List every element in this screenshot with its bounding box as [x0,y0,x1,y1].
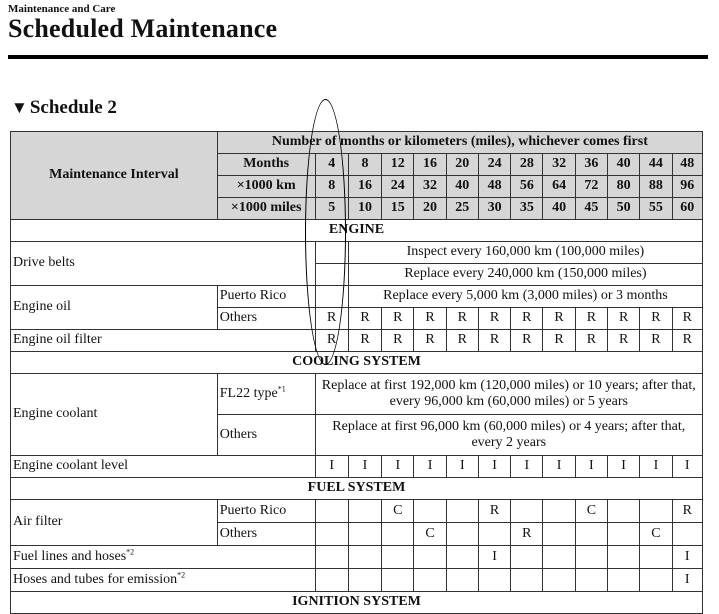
mark-cell: R [348,330,381,352]
mark-cell: I [672,546,702,569]
mark-cell [414,500,446,523]
engine-oil-sub-others: Others [217,308,315,330]
miles-cell: 35 [511,198,543,220]
engine-coolant-level-row [11,456,703,478]
hoses-emission-label [11,569,316,592]
mark-cell [543,546,575,569]
mark-cell [315,569,348,592]
engine-oil-filter-label: Engine oil filter [11,330,316,352]
engine-oil-label: Engine oil [11,286,218,330]
mark-cell [348,523,381,546]
month-cell: 20 [446,154,478,176]
mark-cell: I [414,456,446,478]
footnote-marker: *2 [177,570,186,580]
air-filter-label: Air filter [11,500,218,546]
km-cell: 56 [511,176,543,198]
mark-cell: I [575,456,607,478]
mark-cell: I [543,456,575,478]
miles-label: ×1000 miles [217,198,315,220]
drive-belts-inspect: Inspect every 160,000 km (100,000 miles) [348,242,702,264]
triangle-down-icon: ▼ [11,98,28,117]
section-heading-ignition: IGNITION SYSTEM [11,592,703,614]
mark-cell [315,523,348,546]
mark-cell: R [672,308,702,330]
mark-cell [446,500,478,523]
mark-cell [575,523,607,546]
mark-cell: R [543,330,575,352]
mark-cell: I [672,456,702,478]
km-cell: 16 [348,176,381,198]
mark-cell: I [608,456,640,478]
month-cell: 8 [348,154,381,176]
miles-cell: 10 [348,198,381,220]
miles-cell: 45 [575,198,607,220]
mark-cell [414,569,446,592]
air-filter-sub-puerto-rico: Puerto Rico [217,500,315,523]
section-row-fuel [11,478,703,500]
mark-cell: R [446,308,478,330]
section-heading-cooling: COOLING SYSTEM [11,352,703,374]
month-cell: 40 [608,154,640,176]
engine-coolant-row-1 [11,374,703,415]
month-cell: 44 [640,154,672,176]
mark-cell [575,569,607,592]
month-cell: 4 [315,154,348,176]
mark-cell: R [315,330,348,352]
section-heading-fuel: FUEL SYSTEM [11,478,703,500]
month-cell: 16 [414,154,446,176]
engine-coolant-sub-fl22 [217,374,315,415]
month-cell: 36 [575,154,607,176]
section-row-ignition [11,592,703,614]
mark-cell: R [382,308,414,330]
km-label: ×1000 km [217,176,315,198]
mark-cell: R [348,308,381,330]
km-cell: 72 [575,176,607,198]
mark-cell: R [608,330,640,352]
miles-cell: 5 [315,198,348,220]
miles-cell: 15 [382,198,414,220]
engine-coolant-fl22-text: Replace at first 192,000 km (120,000 miles) or 10 years; after that, every 96,000 km (60,000 miles) or 5 years [315,374,702,415]
month-cell: 32 [543,154,575,176]
air-filter-sub-others: Others [217,523,315,546]
months-label: Months [217,154,315,176]
page-title: Scheduled Maintenance [8,14,278,43]
month-cell: 28 [511,154,543,176]
mark-cell [382,569,414,592]
mark-cell [382,523,414,546]
section-row-cooling [11,352,703,374]
mark-cell [608,523,640,546]
mark-cell: C [640,523,672,546]
km-cell: 80 [608,176,640,198]
fuel-lines-text: Fuel lines and hoses [13,548,127,564]
mark-cell [478,523,510,546]
drive-belts-replace: Replace every 240,000 km (150,000 miles) [348,264,702,286]
mark-cell: R [382,330,414,352]
mark-cell: R [511,308,543,330]
mark-cell [640,500,672,523]
mark-cell: I [315,456,348,478]
air-filter-row-1 [11,500,703,523]
mark-cell [543,500,575,523]
mark-cell [348,546,381,569]
fl22-label: FL22 type [219,385,278,401]
engine-coolant-sub-others: Others [217,415,315,456]
mark-cell: R [478,500,510,523]
mark-cell: I [446,456,478,478]
mark-cell: I [382,456,414,478]
top-header: Number of months or kilometers (miles), whichever comes first [217,132,702,154]
engine-oil-row-1 [11,286,703,308]
km-cell: 48 [478,176,510,198]
miles-cell: 25 [446,198,478,220]
mark-cell [446,569,478,592]
fuel-lines-row [11,546,703,569]
miles-cell: 20 [414,198,446,220]
mark-cell [511,569,543,592]
section-label: Maintenance and Care [8,3,116,15]
month-cell: 12 [382,154,414,176]
engine-coolant-label: Engine coolant [11,374,218,456]
mark-cell: R [414,308,446,330]
mark-cell: C [575,500,607,523]
footnote-marker: *1 [277,384,286,394]
miles-cell: 50 [608,198,640,220]
km-cell: 96 [672,176,702,198]
mark-cell: C [382,500,414,523]
mark-cell [511,500,543,523]
mark-cell: I [511,456,543,478]
section-heading-engine: ENGINE [11,220,703,242]
km-cell: 40 [446,176,478,198]
mark-cell [348,569,381,592]
mark-cell [640,546,672,569]
mark-cell: C [414,523,446,546]
mark-cell [608,569,640,592]
mark-cell: I [640,456,672,478]
mark-cell [543,569,575,592]
footnote-marker: *2 [126,547,135,557]
empty-cell [315,264,348,286]
mark-cell [348,500,381,523]
empty-cell [315,242,348,264]
mark-cell: R [511,523,543,546]
km-cell: 88 [640,176,672,198]
mark-cell [315,500,348,523]
fuel-lines-label [11,546,316,569]
drive-belts-label: Drive belts [11,242,316,286]
section-row-engine [11,220,703,242]
km-cell: 8 [315,176,348,198]
mark-cell: R [478,308,510,330]
mark-cell: I [348,456,381,478]
header-row-top [11,132,703,154]
km-cell: 24 [382,176,414,198]
title-rule [8,55,708,59]
mark-cell: I [478,546,510,569]
mark-cell: R [640,308,672,330]
mark-cell: R [672,330,702,352]
mark-cell: R [672,500,702,523]
interval-label: Maintenance Interval [11,132,218,220]
miles-cell: 55 [640,198,672,220]
miles-cell: 30 [478,198,510,220]
mark-cell [478,569,510,592]
mark-cell: R [478,330,510,352]
schedule-heading-text: Schedule 2 [29,97,117,118]
mark-cell [446,523,478,546]
mark-cell [382,546,414,569]
mark-cell: R [575,330,607,352]
month-cell: 24 [478,154,510,176]
schedule-heading [11,97,117,119]
mark-cell [511,546,543,569]
mark-cell [640,569,672,592]
maintenance-schedule-table [10,131,703,614]
engine-coolant-level-label: Engine coolant level [11,456,316,478]
mark-cell: R [575,308,607,330]
engine-oil-sub-puerto-rico: Puerto Rico [217,286,315,308]
mark-cell: R [608,308,640,330]
mark-cell: I [478,456,510,478]
drive-belts-row-1 [11,242,703,264]
month-cell: 48 [672,154,702,176]
engine-oil-filter-row [11,330,703,352]
miles-cell: 40 [543,198,575,220]
engine-coolant-others-text: Replace at first 96,000 km (60,000 miles) or 4 years; after that, every 2 years [315,415,702,456]
mark-cell [608,546,640,569]
mark-cell [672,523,702,546]
km-cell: 64 [543,176,575,198]
empty-cell [315,286,348,308]
mark-cell: I [672,569,702,592]
mark-cell [608,500,640,523]
hoses-emission-row [11,569,703,592]
mark-cell [315,546,348,569]
mark-cell [414,546,446,569]
mark-cell [575,546,607,569]
mark-cell: R [446,330,478,352]
hoses-emission-text: Hoses and tubes for emission [13,571,178,587]
mark-cell [543,523,575,546]
mark-cell: R [543,308,575,330]
engine-oil-puerto-rico-text: Replace every 5,000 km (3,000 miles) or 3 months [348,286,702,308]
mark-cell: R [640,330,672,352]
miles-cell: 60 [672,198,702,220]
mark-cell: R [414,330,446,352]
mark-cell: R [315,308,348,330]
mark-cell [446,546,478,569]
mark-cell: R [511,330,543,352]
km-cell: 32 [414,176,446,198]
